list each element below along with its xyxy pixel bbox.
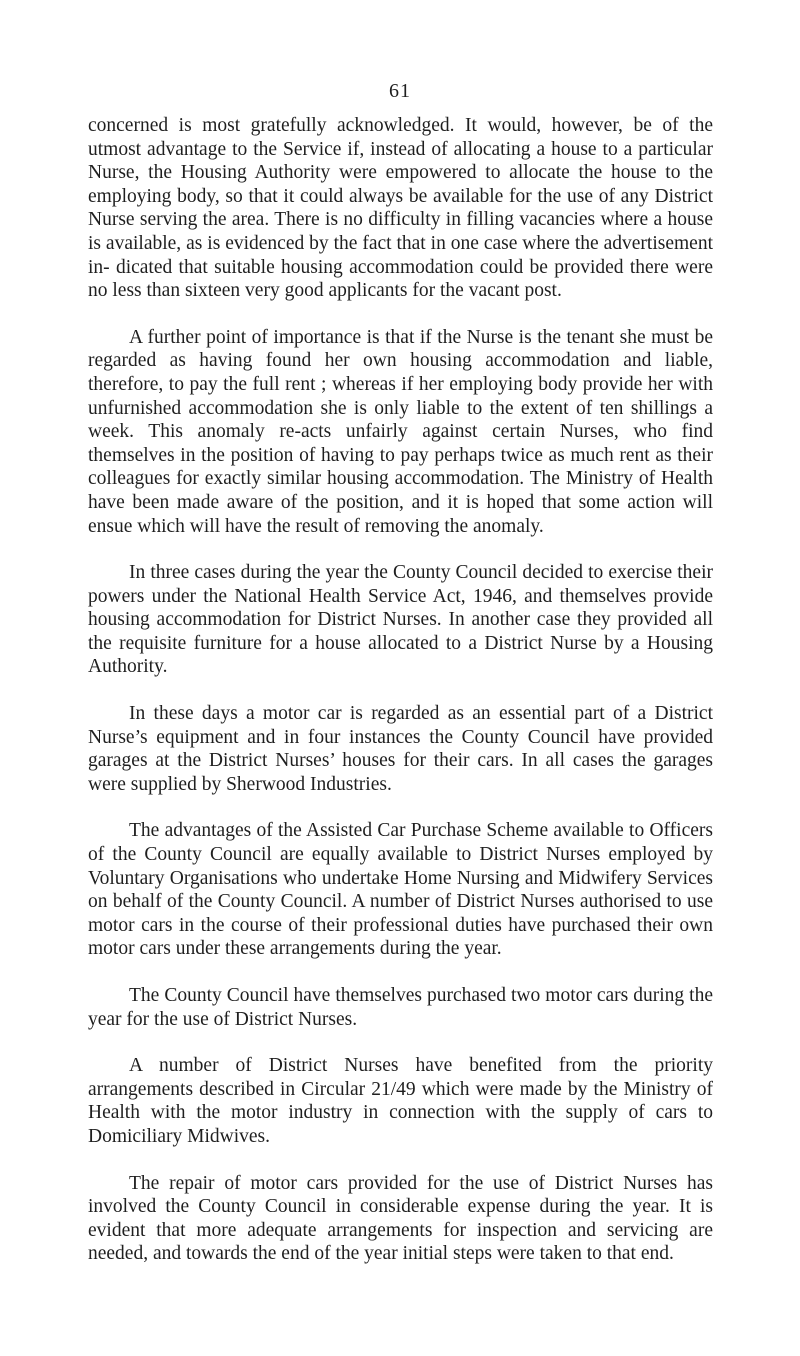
page-number: 61 (389, 80, 411, 102)
body-text (88, 114, 713, 1289)
paragraph-housing-provision: In three cases during the year the County Council decided to exercise their powers under the National Health Service Act, 1946, and themselves provide housing accommodation for District Nurses. In another case they provided all the requisite furniture for a house allocated to a District Nurse by a Housing Authority. (88, 562, 713, 678)
paragraph-car-purchase-scheme: The advantages of the Assisted Car Purchase Scheme available to Officers of the County Council are equally available to District Nurses employed by Voluntary Organisations who undertake Home Nursing and Midwifery Services on behalf of the County Council. A number of District Nurses authorised to use motor cars in the course of their professional duties have purchased their own motor cars under these arrangements during the year. (88, 820, 713, 960)
paragraph-council-cars: The County Council have themselves purchased two motor cars during the year for the use of District Nurses. (88, 985, 713, 1030)
paragraph-housing-allocation: concerned is most gratefully acknowledged. It would, however, be of the utmost advantage to the Service if, instead of allocating a house to a particular Nurse, the Housing Authority were empowered to allocate the house to the employing body, so that it could always be available for the use of any District Nurse serving the area. There is no difficulty in filling vacancies where a house is available, as is evidenced by the fact that in one case where the advertisement in- dicated that suitable housing accommodation could be provided there were no less than sixteen very good applicants for the vacant post. (88, 115, 713, 302)
paragraph-garages: In these days a motor car is regarded as an essential part of a District Nurse’s equipment and in four instances the County Council have provided garages at the District Nurses’ houses for their cars. In all cases the garages were supplied by Sherwood Industries. (88, 703, 713, 795)
paragraph-rent-anomaly: A further point of importance is that if the Nurse is the tenant she must be regarded as having found her own housing accommodation and liable, therefore, to pay the full rent ; whereas if her employing body provide her with unfurnished accommodation she is only liable to the extent of ten shillings a week. This anomaly re-acts unfairly against certain Nurses, who find themselves in the position of having to pay perhaps twice as much rent as their colleagues for exactly similar housing accommodation. The Ministry of Health have been made aware of the position, and it is hoped that some action will ensue which will have the result of removing the anomaly. (88, 326, 713, 537)
paragraph-priority-arrangements: A number of District Nurses have benefited from the priority arrangements described in Circular 21/49 which were made by the Ministry of Health with the motor industry in connection with the supply of cars to Domiciliary Midwives. (88, 1055, 713, 1147)
paragraph-car-repairs: The repair of motor cars provided for the use of District Nurses has involved the County Council in considerable expense during the year. It is evident that more adequate arrangements for inspection and servicing are needed, and towards the end of the year initial steps were taken to that end. (88, 1172, 713, 1265)
